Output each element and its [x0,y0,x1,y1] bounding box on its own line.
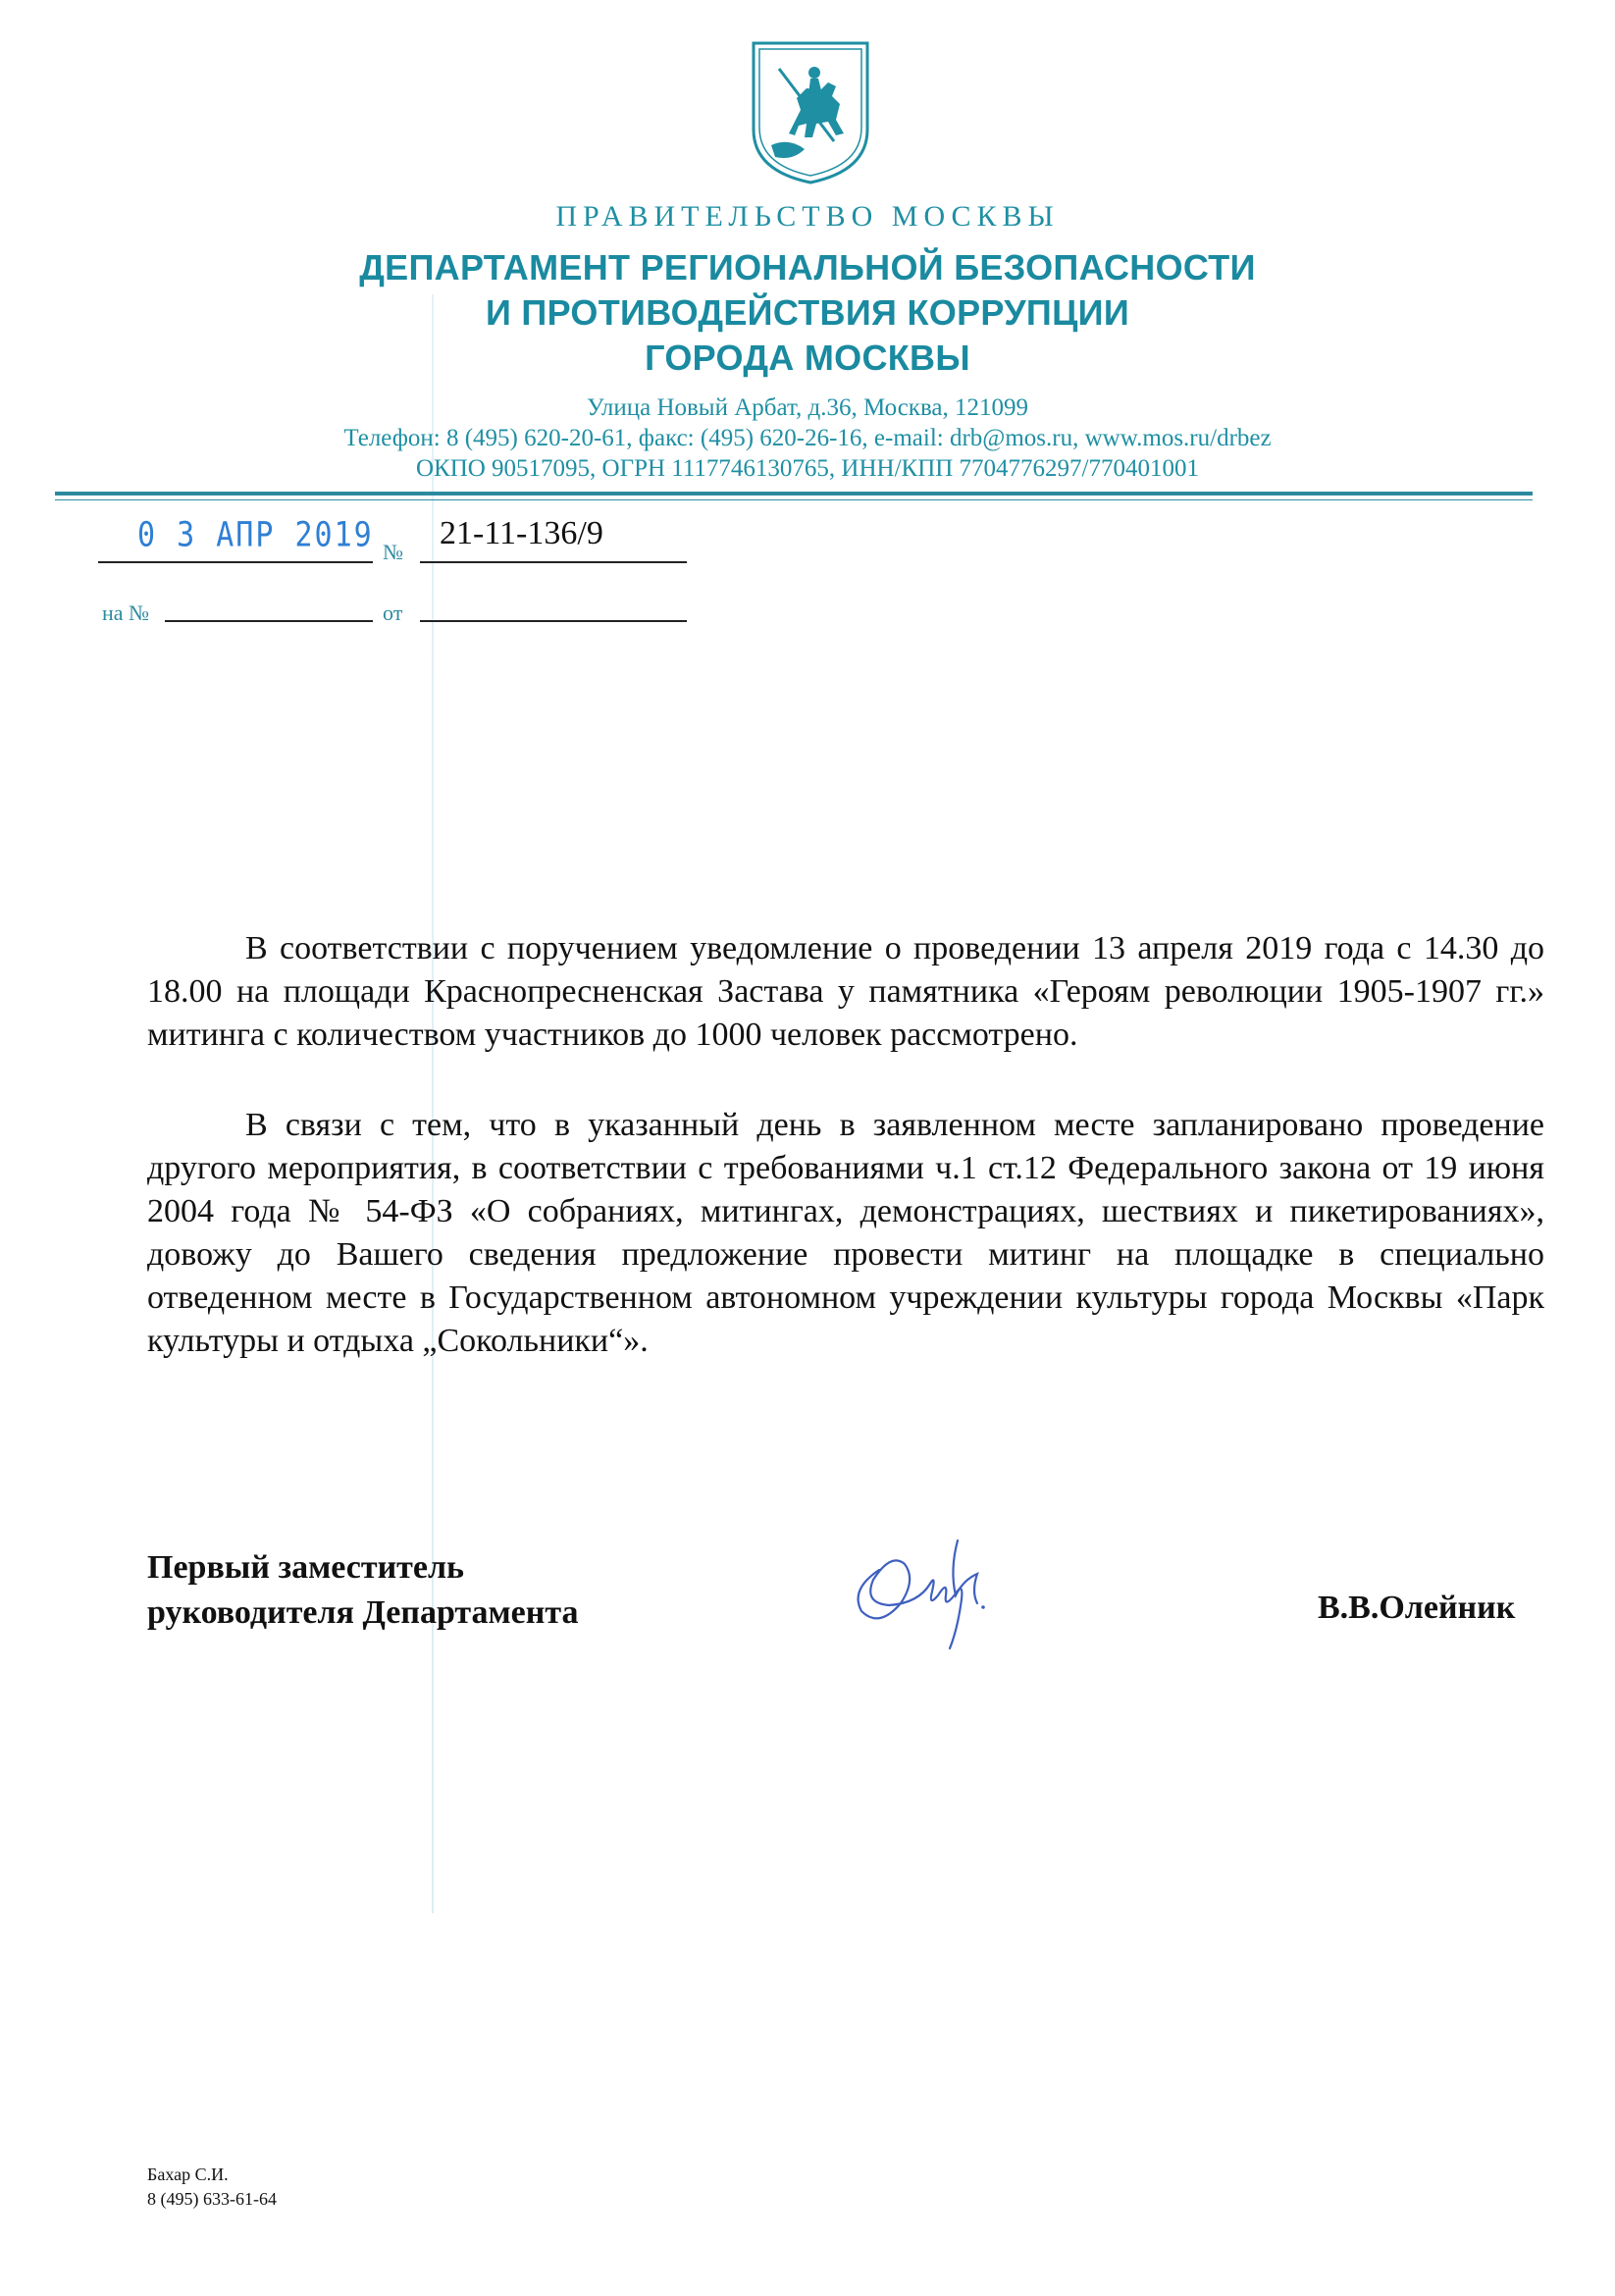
executor-name: Бахар С.И. [147,2165,229,2184]
date-underline [98,561,373,563]
executor-phone: 8 (495) 633-61-64 [147,2189,277,2209]
signatory-name: В.В.Олейник [1318,1590,1516,1626]
registration-date-stamp: 0 3 АПР 2019 [137,515,374,555]
government-heading: ПРАВИТЕЛЬСТВО МОСКВЫ [555,200,1060,233]
body-paragraph-2: В связи с тем, что в указанный день в заявленном месте запланировано проведение другого мероприятия, в соответствии с требованиями ч.1 ст.12 Федерального закона от 19 июня 2004 года № 54-ФЗ «О собраниях, митингах, демонстрациях, шествиях и пикетированиях», довожу до Вашего сведения предложение провести митинг на площадке в специально отведенном месте в Государственном автономном учреждении культуры города Москвы «Парк культуры и отдыха „Сокольники“». [147,1107,1544,1359]
number-underline [420,561,687,563]
reply-to-label: на № [102,600,150,625]
signatory-title-line2: руководителя Департамента [147,1594,579,1631]
moscow-coat-of-arms-icon [750,39,871,186]
number-label: № [383,540,403,564]
header-divider-thick [55,492,1533,496]
from-underline [420,620,687,622]
from-label: от [383,600,403,625]
department-name-line1: ДЕПАРТАМЕНТ РЕГИОНАЛЬНОЙ БЕЗОПАСНОСТИ [359,247,1256,287]
handwritten-signature-icon [840,1501,1036,1658]
department-name-line3: ГОРОДА МОСКВЫ [645,338,970,378]
body-paragraph-1: В соответствии с поручением уведомление о проведении 13 апреля 2019 года с 14.30 до 18.00 на площади Краснопресненская Застава у памятника «Героям революции 1905-1907 гг.» митинга с количеством участников до 1000 человек рассмотрено. [147,930,1544,1053]
department-name-line2: И ПРОТИВОДЕЙСТВИЯ КОРРУПЦИИ [485,292,1130,333]
department-registry-codes: ОКПО 90517095, ОГРН 1117746130765, ИНН/КПП 7704776297/770401001 [415,455,1200,482]
department-contacts: Телефон: 8 (495) 620-20-61, факс: (495) 620-26-16, e-mail: drb@mos.ru, www.mos.ru/drbez [343,425,1272,451]
header-divider-thin [55,499,1533,500]
reply-to-underline [165,620,373,622]
executor-block [147,2163,277,2212]
department-address: Улица Новый Арбат, д.36, Москва, 121099 [586,394,1029,421]
signatory-title [147,1545,578,1636]
signatory-title-line1: Первый заместитель [147,1549,464,1586]
registration-number: 21-11-136/9 [440,515,603,551]
